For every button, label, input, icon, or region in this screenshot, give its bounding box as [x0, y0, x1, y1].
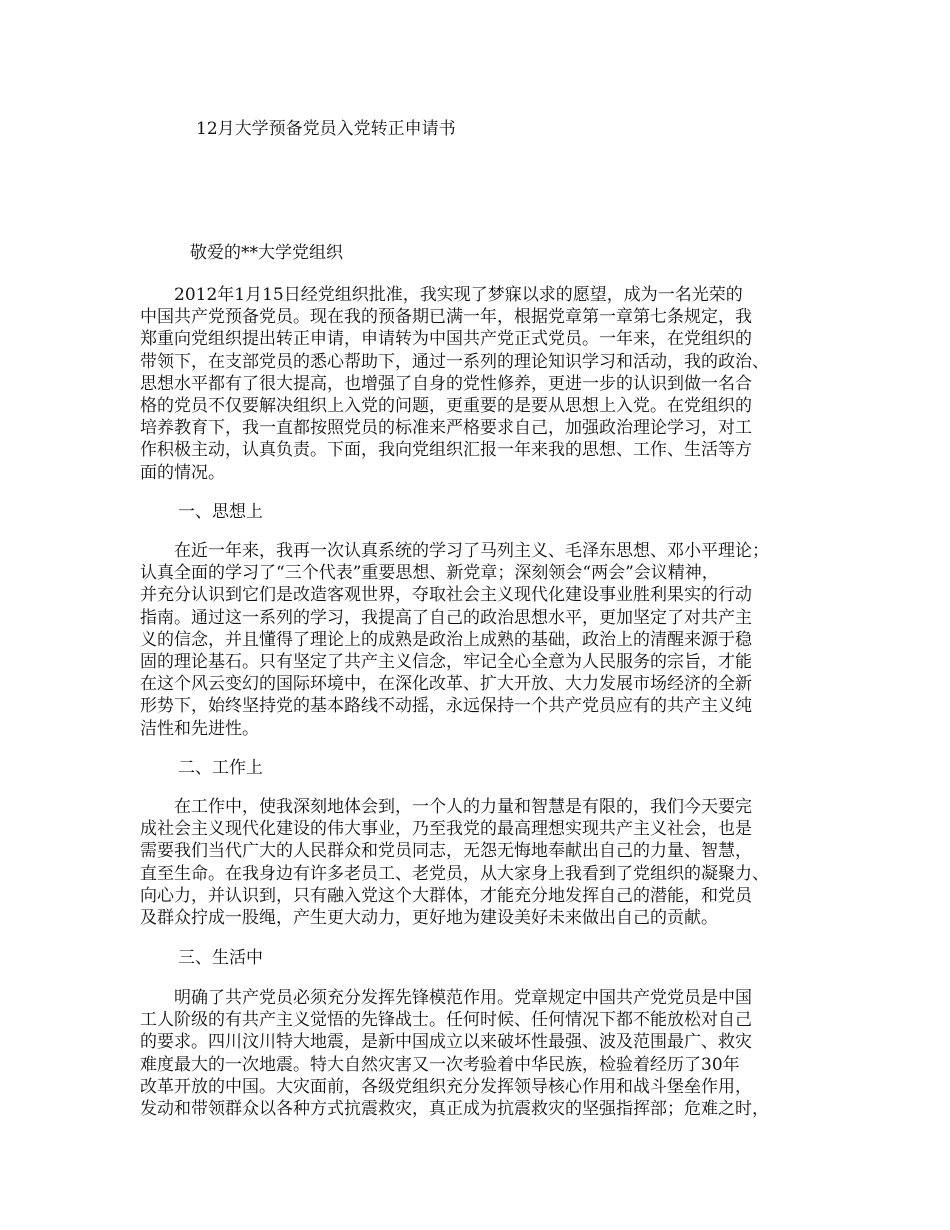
- paragraph-line: 直至生命。在我身边有许多老员工、老党员，从大家身上我看到了党组织的凝聚力、: [140, 863, 769, 884]
- paragraph-line: 及群众拧成一股绳，产生更大动力，更好地为建设美好未来做出自己的贡献。: [140, 907, 718, 928]
- paragraph-line: 作积极主动，认真负责。下面，我向党组织汇报一年来我的思想、工作、生活等方: [140, 440, 752, 461]
- paragraph-line: 难度最大的一次地震。特大自然灾害又一次考验着中华民族，检验着经历了30年: [140, 1054, 740, 1075]
- paragraph-line: 在近一年来，我再一次认真系统的学习了马列主义、毛泽东思想、邓小平理论；: [140, 541, 769, 561]
- paragraph-line: 思想水平都有了很大提高，也增强了自身的党性修养，更进一步的认识到做一名合: [140, 373, 752, 394]
- paragraph-line: 洁性和先进性。: [140, 718, 259, 739]
- paragraph-line: 认真全面的学习了“三个代表”重要思想、新党章；深刻领会“两会”会议精神，: [140, 563, 719, 584]
- paragraph-line: 格的党员不仅要解决组织上入党的问题，更重要的是要从思想上入党。在党组织的: [140, 395, 752, 416]
- section-work-paragraph: [140, 796, 830, 929]
- paragraph-line: 中国共产党预备党员。现在我的预备期已满一年，根据党章第一章第七条规定，我: [140, 307, 752, 328]
- paragraph-line: 发动和带领群众以各种方式抗震救灾，真正成为抗震救灾的坚强指挥部；危难之时，: [140, 1098, 769, 1119]
- paragraph-line: 义的信念，并且懂得了理论上的成熟是政治上成熟的基础，政治上的清醒来源于稳: [140, 629, 752, 650]
- section-heading-thought: 一、思想上: [178, 502, 263, 522]
- paragraph-line: 改革开放的中国。大灾面前，各级党组织充分发挥领导核心作用和战斗堡垒作用，: [140, 1076, 752, 1097]
- intro-paragraph: [140, 284, 830, 484]
- paragraph-line: 固的理论基石。只有坚定了共产主义信念，牢记全心全意为人民服务的宗旨，才能: [140, 651, 752, 672]
- paragraph-line: 2012年1月15日经党组织批准，我实现了梦寐以求的愿望，成为一名光荣的: [140, 285, 743, 305]
- section-life-paragraph: [140, 987, 830, 1120]
- paragraph-line: 向心力，并认识到，只有融入党这个大群体，才能充分地发挥自己的潜能，和党员: [140, 885, 752, 906]
- paragraph-line: 在工作中，使我深刻地体会到，一个人的力量和智慧是有限的，我们今天要完: [140, 797, 752, 817]
- paragraph-line: 带领下，在支部党员的悉心帮助下，通过一系列的理论知识学习和活动，我的政治、: [140, 351, 769, 372]
- document-title: 12月大学预备党员入党转正申请书: [196, 119, 456, 139]
- salutation: 敬爱的**大学党组织: [190, 243, 343, 263]
- paragraph-line: 培养教育下，我一直都按照党员的标准来严格要求自己，加强政治理论学习，对工: [140, 418, 752, 439]
- paragraph-line: 指南。通过这一系列的学习，我提高了自己的政治思想水平，更加坚定了对共产主: [140, 607, 752, 628]
- paragraph-line: 在这个风云变幻的国际环境中，在深化改革、扩大开放、大力发展市场经济的全新: [140, 674, 752, 695]
- paragraph-line: 面的情况。: [140, 462, 225, 483]
- paragraph-line: 需要我们当代广大的人民群众和党员同志，无怨无悔地奉献出自己的力量、智慧，: [140, 841, 752, 862]
- paragraph-line: 成社会主义现代化建设的伟大事业，乃至我党的最高理想实现共产主义社会，也是: [140, 819, 752, 840]
- section-heading-life: 三、生活中: [178, 948, 263, 968]
- paragraph-line: 形势下，始终坚持党的基本路线不动摇，永远保持一个共产党员应有的共产主义纯: [140, 696, 752, 717]
- paragraph-line: 工人阶级的有共产主义觉悟的先锋战士。任何时候、任何情况下都不能放松对自己: [140, 1010, 752, 1031]
- section-thought-paragraph: [140, 540, 830, 740]
- paragraph-line: 明确了共产党员必须充分发挥先锋模范作用。党章规定中国共产党党员是中国: [140, 988, 752, 1008]
- paragraph-line: 的要求。四川汶川特大地震，是新中国成立以来破坏性最强、波及范围最广、救灾: [140, 1032, 752, 1053]
- paragraph-line: 并充分认识到它们是改造客观世界，夺取社会主义现代化建设事业胜利果实的行动: [140, 585, 752, 606]
- section-heading-work: 二、工作上: [178, 758, 263, 778]
- paragraph-line: 郑重向党组织提出转正申请，申请转为中国共产党正式党员。一年来，在党组织的: [140, 329, 752, 350]
